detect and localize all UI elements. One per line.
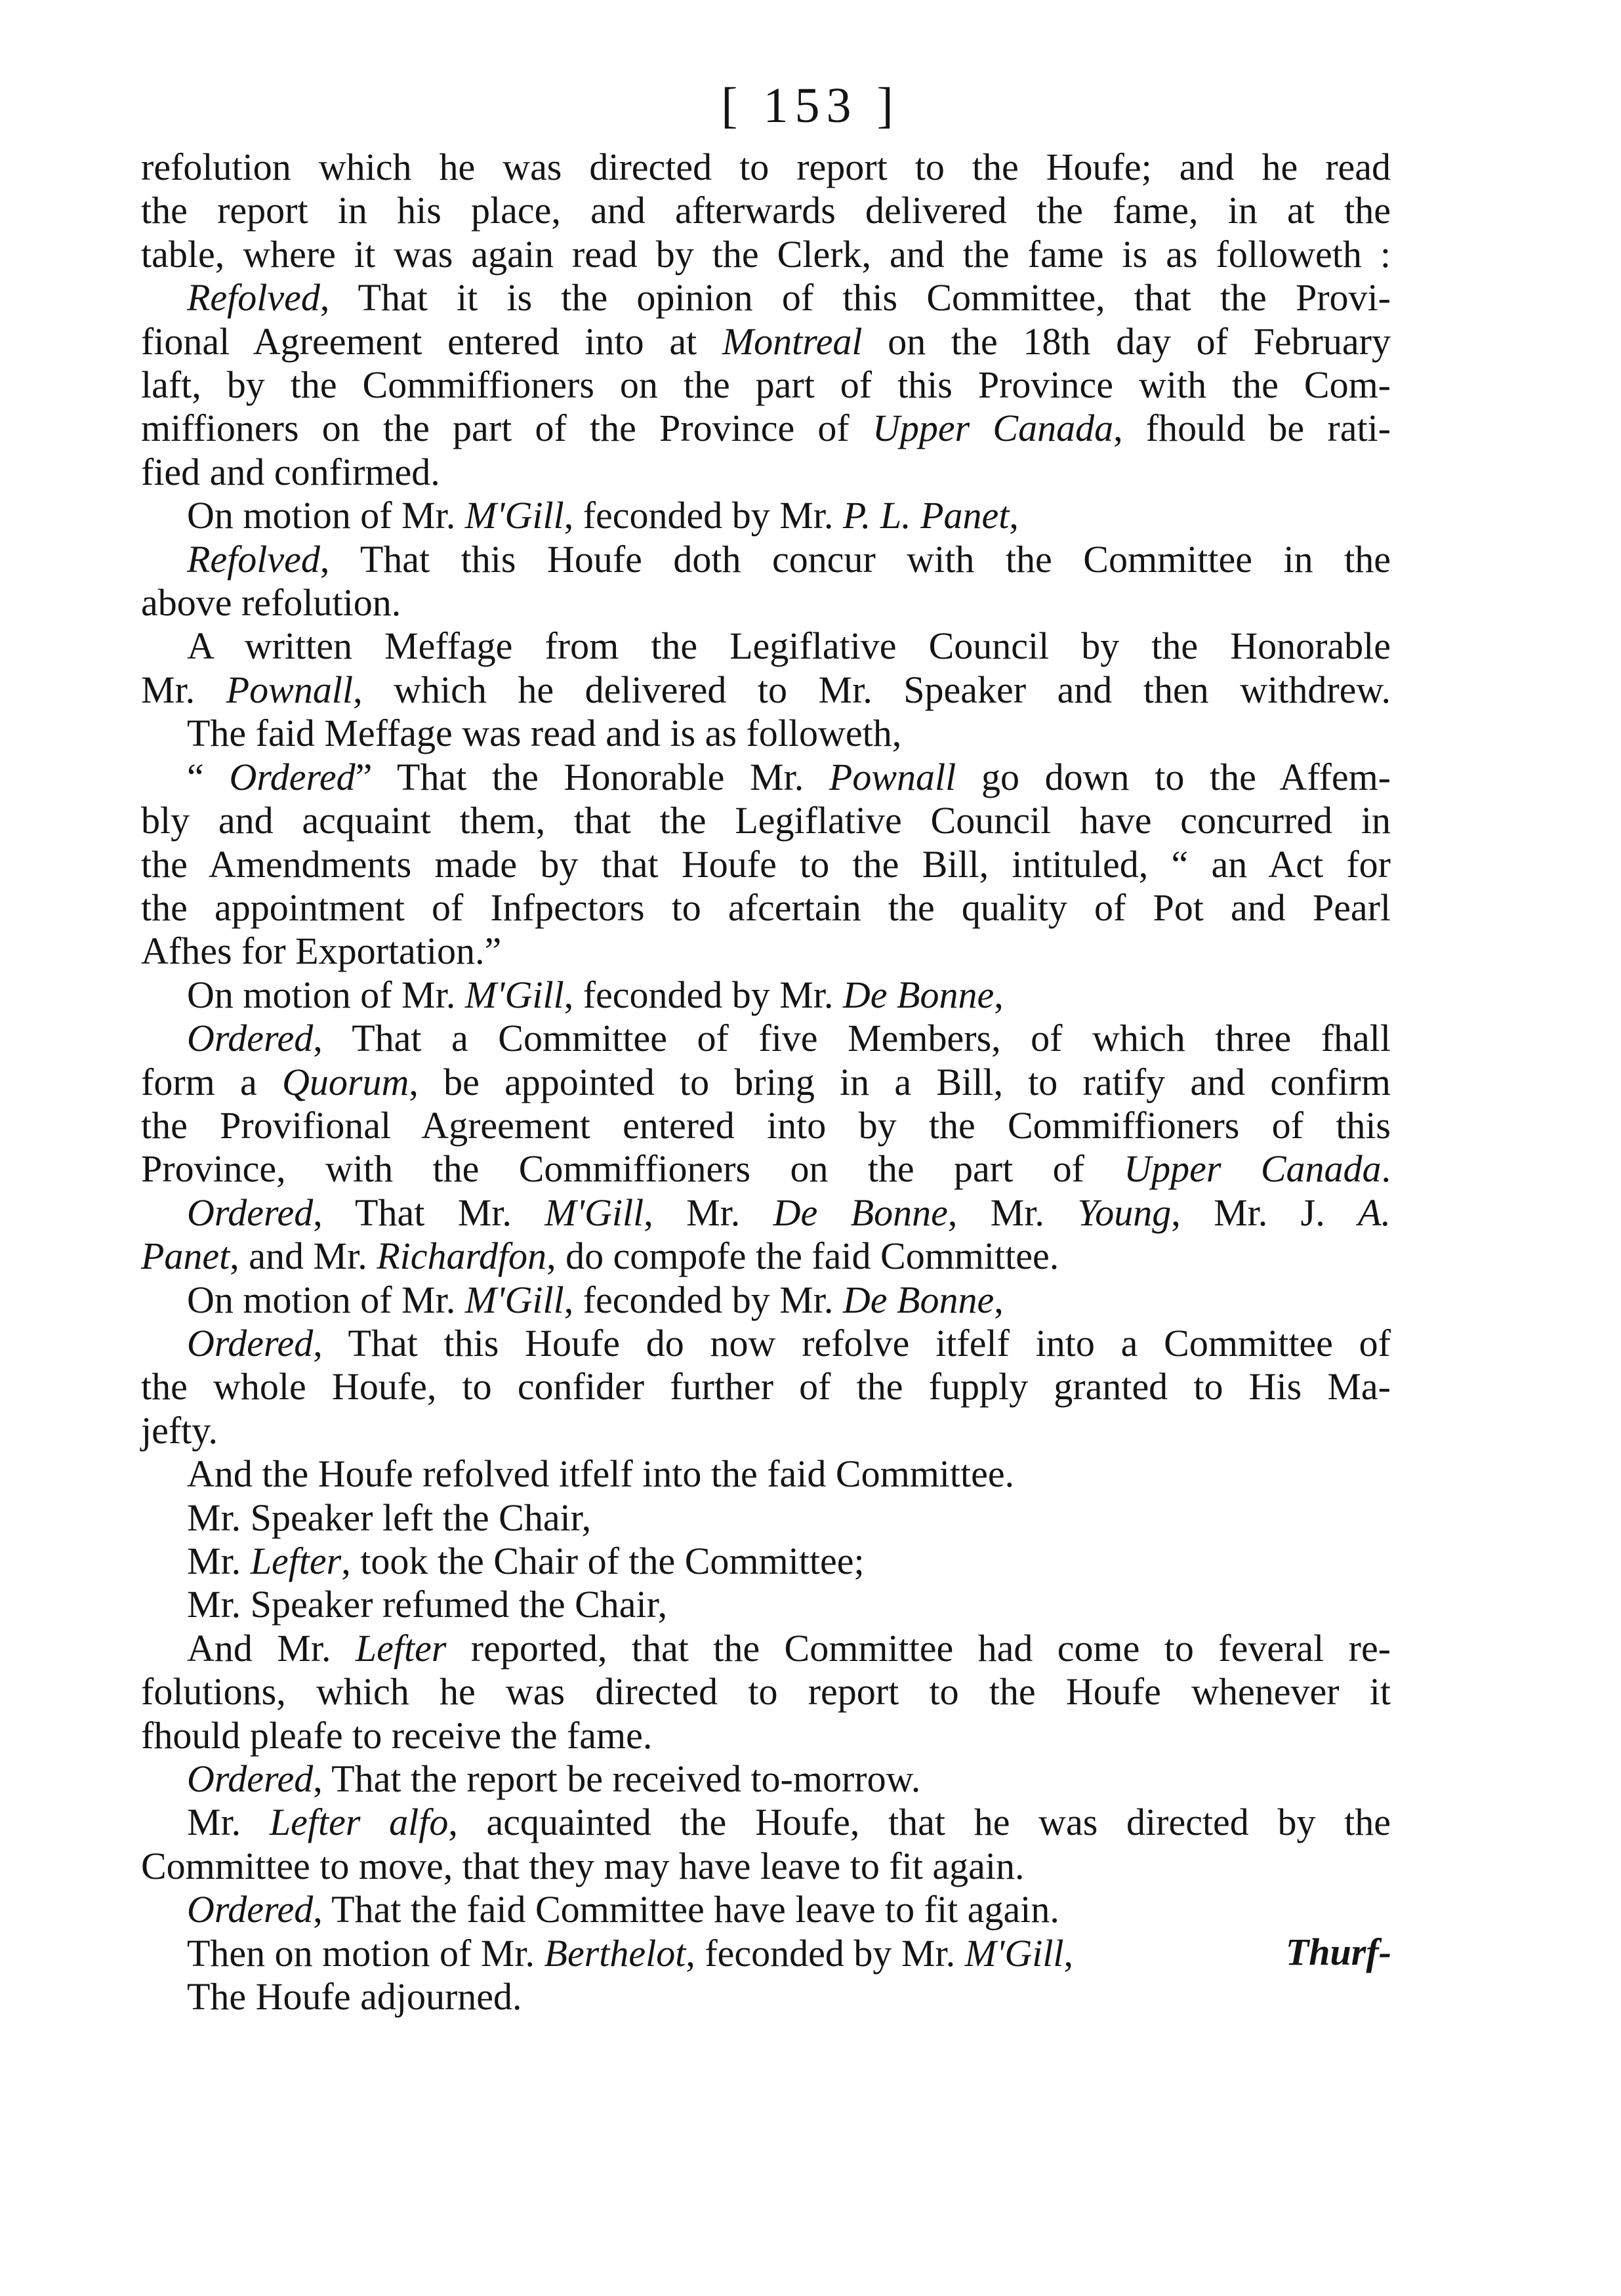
journal-text-block <box>141 146 1391 2019</box>
text-line: Committee to move, that they may have leave to fit again. <box>141 1844 1025 1887</box>
text-line: jefty. <box>141 1408 218 1452</box>
text-line: the Amendments made by that Houfe to the Bill, intituled, “ an Act for <box>141 842 1391 886</box>
text-line: Ordered, That a Committee of five Members, of which three fhall <box>187 1017 1391 1060</box>
text-line: Province, with the Commiffioners on the part of Upper Canada. <box>141 1147 1391 1191</box>
text-line: refolution which he was directed to report to the Houfe; and he read <box>141 146 1391 188</box>
text-line: the report in his place, and afterwards delivered the fame, in at the <box>141 189 1391 232</box>
text-line: On motion of Mr. M'Gill, feconded by Mr. De Bonne, <box>187 973 1004 1016</box>
text-line: Then on motion of Mr. Berthelot, feconded by Mr. M'Gill, <box>187 1931 1074 1975</box>
text-line: Ordered, That Mr. M'Gill, Mr. De Bonne, Mr. Young, Mr. J. A. <box>187 1191 1391 1234</box>
text-line: And the Houfe refolved itfelf into the faid Committee. <box>187 1452 1015 1496</box>
text-line: above refolution. <box>141 581 401 625</box>
text-line: miffioners on the part of the Province of Upper Canada, fhould be rati- <box>141 407 1391 450</box>
text-line: bly and acquaint them, that the Legiflative Council have concurred in <box>141 799 1391 842</box>
catchword: Thurf- <box>1285 1931 1391 1973</box>
text-line: the whole Houfe, to confider further of the fupply granted to His Ma- <box>141 1365 1391 1408</box>
text-line: And Mr. Lefter reported, that the Committee had come to feveral re- <box>187 1626 1391 1670</box>
text-line: The faid Meffage was read and is as followeth, <box>187 712 902 755</box>
text-line: Ordered, That the report be received to-morrow. <box>187 1757 921 1801</box>
text-line: fional Agreement entered into at Montreal on the 18th day of February <box>141 319 1391 363</box>
text-line: folutions, which he was directed to report to the Houfe whenever it <box>141 1670 1391 1713</box>
text-line: Afhes for Exportation.” <box>141 930 502 973</box>
text-line: Mr. Lefter, took the Chair of the Committee; <box>187 1540 865 1582</box>
text-line: table, where it was again read by the Clerk, and the fame is as followeth : <box>141 232 1391 276</box>
text-line: Refolved, That this Houfe doth concur with the Committee in the <box>187 537 1391 581</box>
text-line: Ordered, That the faid Committee have leave to fit again. <box>187 1888 1059 1931</box>
text-line: On motion of Mr. M'Gill, feconded by Mr. P. L. Panet, <box>187 494 1019 537</box>
text-line: A written Meffage from the Legiflative Council by the Honorable <box>187 625 1391 668</box>
text-line: Mr. Speaker left the Chair, <box>187 1496 592 1539</box>
text-line: The Houfe adjourned. <box>187 1975 522 2019</box>
text-line: fhould pleafe to receive the fame. <box>141 1713 653 1757</box>
text-line: the Provifional Agreement entered into by the Commiffioners of this <box>141 1103 1391 1147</box>
text-line: Mr. Speaker refumed the Chair, <box>187 1583 668 1626</box>
text-line: Mr. Lefter alfo, acquainted the Houfe, that he was directed by the <box>187 1801 1391 1844</box>
page-number-header: [ 153 ] <box>721 78 900 133</box>
text-line: the appointment of Infpectors to afcertain the quality of Pot and Pearl <box>141 886 1391 929</box>
text-line: Ordered, That this Houfe do now refolve itfelf into a Committee of <box>187 1321 1391 1364</box>
text-line: Refolved, That it is the opinion of this Committee, that the Provi- <box>187 276 1391 319</box>
text-line: laft, by the Commiffioners on the part of this Province with the Com- <box>141 363 1391 407</box>
text-line: On motion of Mr. M'Gill, feconded by Mr. De Bonne, <box>187 1278 1004 1321</box>
text-line: “ Ordered” That the Honorable Mr. Pownall go down to the Affem- <box>187 755 1391 798</box>
text-line: Mr. Pownall, which he delivered to Mr. Speaker and then withdrew. <box>141 668 1391 711</box>
text-line: form a Quorum, be appointed to bring in a Bill, to ratify and confirm <box>141 1060 1391 1103</box>
text-line: Panet, and Mr. Richardfon, do compofe the faid Committee. <box>141 1235 1059 1278</box>
text-line: fied and confirmed. <box>141 450 440 493</box>
